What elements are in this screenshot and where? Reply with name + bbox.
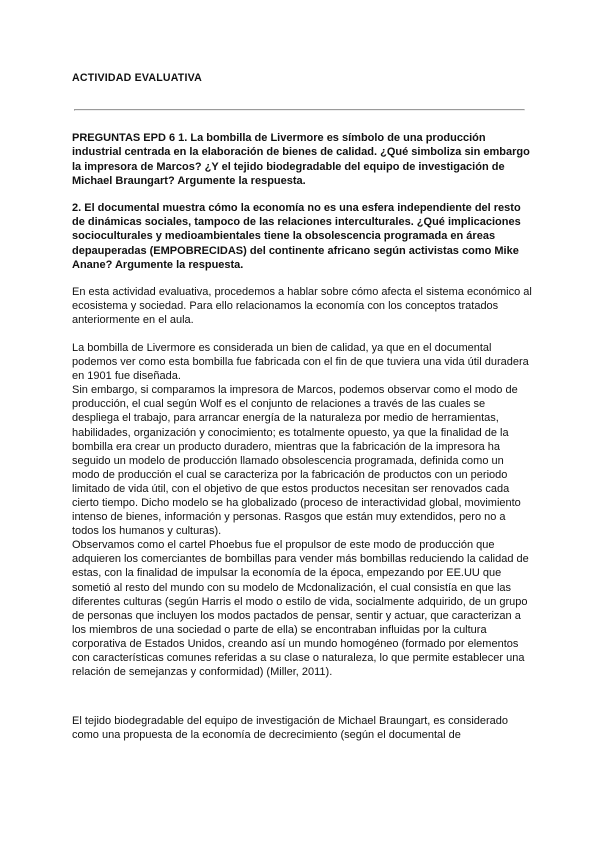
paragraph-braungart: El tejido biodegradable del equipo de investigación de Michael Braungart, es considerado como una propuesta de la economía de decrecimiento (según el documental de [72,715,509,742]
document-body [72,131,532,742]
document-title: ACTIVIDAD EVALUATIVA [72,72,202,84]
paragraph-livermore: La bombilla de Livermore es considerada un bien de calidad, ya que en el documental podemos ver como esta bombilla fue fabricada con el fin de que tuviera una vida útil duradera en 1901 fue diseñada. [72,341,529,383]
title-divider [74,109,525,111]
intro-paragraph: En esta actividad evaluativa, procedemos a hablar sobre cómo afecta el sistema económico al ecosistema y sociedad. Para ello relacionamos la economía con los conceptos tratados anteriormente en el aula. [72,285,532,326]
question-2: 2. El documental muestra cómo la economía no es una esfera independiente del resto de dinámicas sociales, tampoco de las relaciones interculturales. ¿Qué implicaciones socioculturales y medioambientales tiene la obsolescencia programada en áreas depauperadas (EMPOBRECIDAS) del continente africano según activistas como Mike Anane? Argumente la respuesta. [72,201,521,272]
question-1: PREGUNTAS EPD 6 1. La bombilla de Livermore es símbolo de una producción industrial centrada en la elaboración de bienes de calidad. ¿Qué simboliza sin embargo la impresora de Marcos? ¿Y el tejido biodegradable del equipo de investigación de Michael Braungart? Argumente la respuesta. [72,132,530,188]
paragraph-marcos-printer: Sin embargo, si comparamos la impresora de Marcos, podemos observar como el modo de producción, el cual según Wolf es el conjunto de relaciones a través de las cuales se despliega el trabajo, para arrancar energía de la naturaleza por medio de herramientas, habilidades, organización y conocimiento; es totalmente opuesto, ya que la finalidad de la bombilla era crear un producto duradero, mientras que la fabricación de la impresora ha seguido un modelo de producción llamado obsolescencia programada, definida como un modo de producción el cual se caracteriza por la fabricación de productos con un periodo limitado de vida útil, con el objetivo de que estos productos necesitan ser renovados cada cierto tiempo. Dicho modelo se ha globalizado (proceso de interactividad global, movimiento intenso de bienes, información y personas. Rasgos que están muy extendidos, pero no a todos los humanos y culturas). [72,384,521,538]
paragraph-phoebus: Observamos como el cartel Phoebus fue el propulsor de este modo de producción que adquieren los comerciantes de bombillas para vender más bombillas reduciendo la calidad de estas, con la finalidad de impulsar la economía de la época, empezando por EE.UU que sometió al resto del mundo con su modelo de Mcdonalización, el cual consistía en que las diferentes culturas (según Harris el modo o estilo de vida, socialmente adquirido, de un grupo de personas que incluyen los modos pactados de pensar, sentir y actuar, que caracterizan a los miembros de una sociedad o parte de ella) se encontraban influidas por la cultura corporativa de Estados Unidos, creando así un mundo homogéneo (formado por elementos con características comunes referidas a su clase o naturaleza, lo que permite establecer una relación de semejanzas y conformidad) (Miller, 2011). [72,539,529,679]
